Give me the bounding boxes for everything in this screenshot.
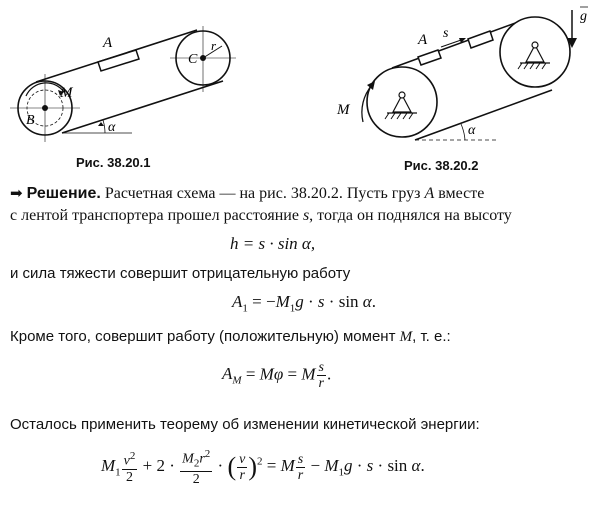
block-a xyxy=(98,50,139,71)
equation-energy: $M_1$ $\frac{v^2}{2}$ + 2 · $\frac{M_2r^2}{2}$ · ( $\frac{v}{r}$ )$^2$ = M $\frac{s}{r}$ − $M_1g \cdot s \cdot \sin \alpha$. xyxy=(101,448,425,488)
equation-a1: $A_1 = -M_1g \cdot s \cdot \sin \alpha$. xyxy=(232,292,376,315)
label-a: A xyxy=(103,35,113,51)
solution-line-2: с лентой транспортера прошел расстояние s, тогда он поднялся на высоту xyxy=(10,207,512,224)
label2-s: s xyxy=(443,26,449,41)
solution-line-3: и сила тяжести совершит отрицательную работу xyxy=(10,265,351,282)
label-alpha: α xyxy=(108,120,116,135)
figure-1 xyxy=(0,0,600,180)
label2-g: g xyxy=(580,9,587,24)
label-c: C xyxy=(188,52,198,67)
label2-a: A xyxy=(418,32,428,48)
label2-m: M xyxy=(337,102,350,118)
solution-line-5: Осталось применить теорему об изменении кинетической энергии: xyxy=(10,416,480,433)
belt-bottom-line xyxy=(62,81,223,133)
solution-line-4: Кроме того, совершит работу (положительную) момент M, т. е.: xyxy=(10,328,451,345)
figure-1-caption: Рис. 38.20.1 xyxy=(76,155,151,170)
label-r: r xyxy=(211,38,217,53)
figure-2-caption: Рис. 38.20.2 xyxy=(404,158,479,173)
solution-line-1: ➡ Решение. Расчетная схема — на рис. 38.20.2. Пусть груз A вместе xyxy=(10,184,485,202)
arrow-icon: ➡ xyxy=(10,184,23,202)
label-b: B xyxy=(26,113,35,128)
equation-height: h = s · sin α, xyxy=(230,234,316,253)
label-m: M xyxy=(60,85,73,101)
label2-alpha: α xyxy=(468,123,476,138)
equation-am: $A_M = M\varphi = M$ $\frac{s}{r}$ . xyxy=(222,360,332,391)
block2-a xyxy=(418,50,441,65)
solution-heading: Решение. xyxy=(26,185,101,202)
